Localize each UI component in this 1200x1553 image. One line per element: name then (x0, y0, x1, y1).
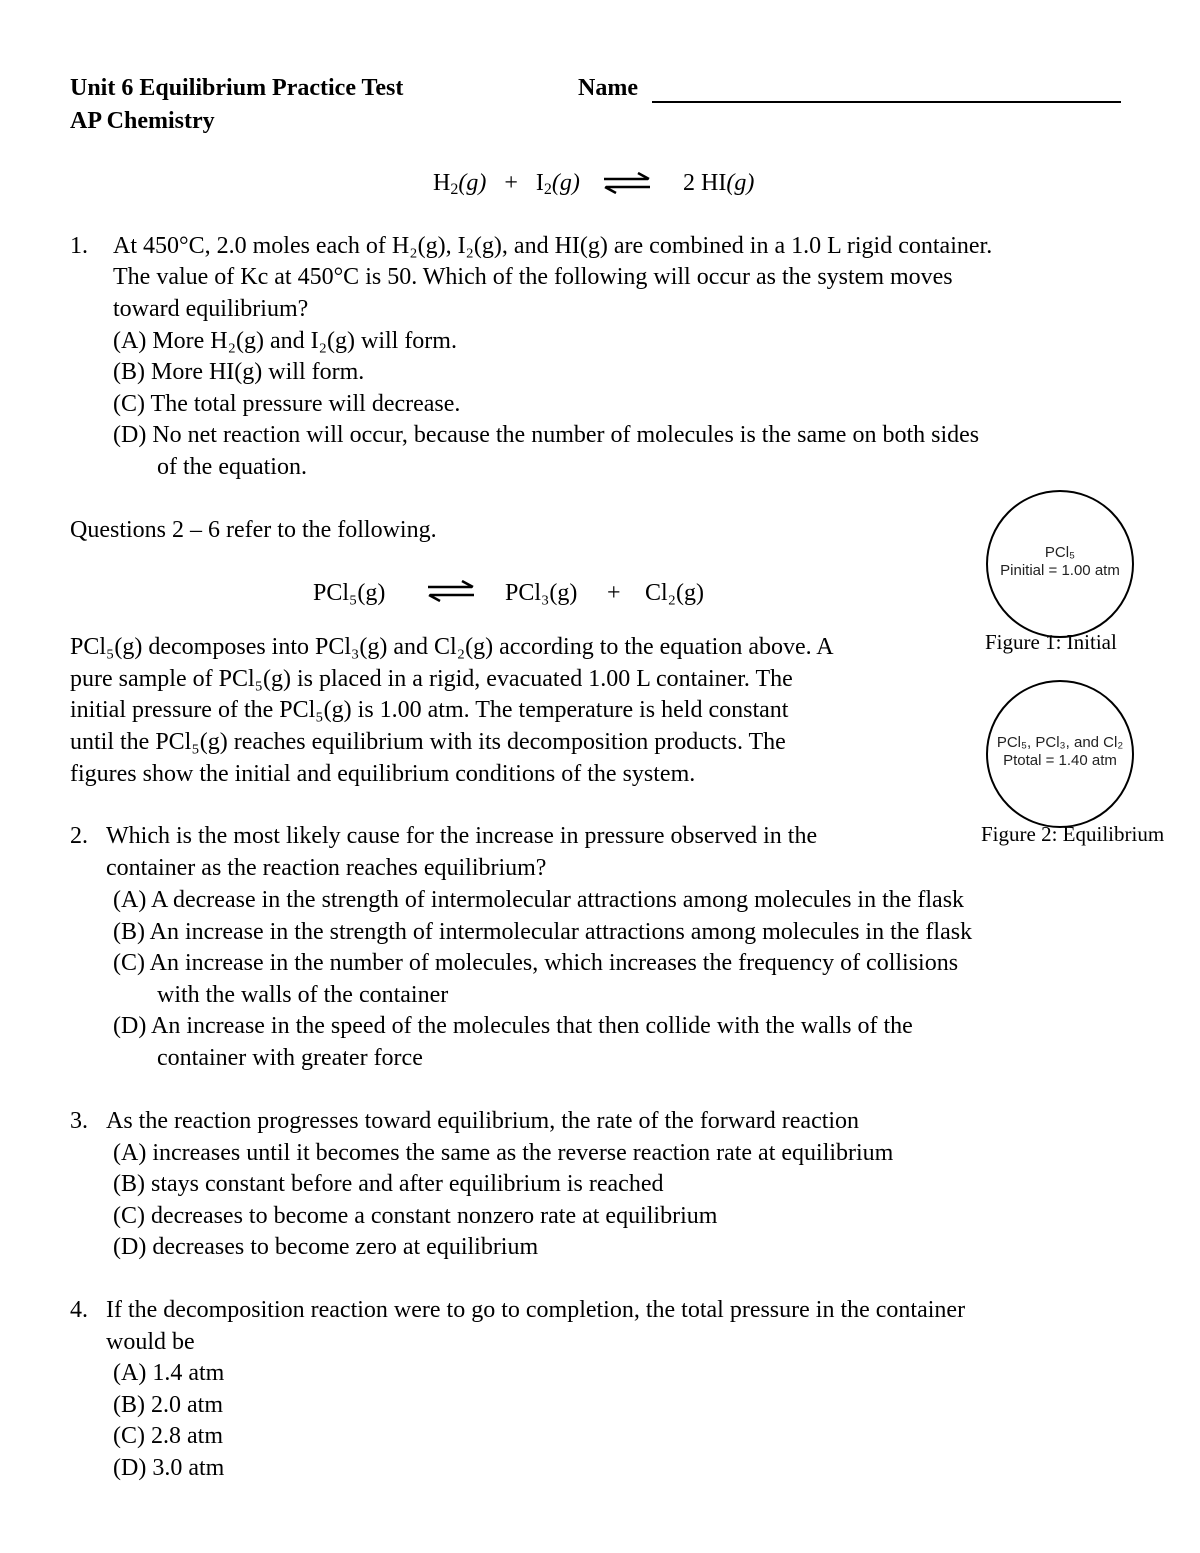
figure-1-caption: Figure 1: Initial (985, 630, 1117, 654)
q1-option-a[interactable]: (A) More H₂(g) and I₂(g) will form. (113, 328, 457, 354)
eq1-i-sub: 2 (543, 181, 552, 198)
equilibrium-arrows-icon (602, 172, 652, 194)
q4-number: 4. (70, 1297, 88, 1323)
q2-option-c[interactable]: (C) An increase in the number of molecules, which increases the frequency of collisions (113, 950, 959, 976)
q2-option-c-cont: with the walls of the container (157, 982, 449, 1008)
eq1-plus: + (504, 170, 518, 196)
q3-option-b[interactable]: (B) stays constant before and after equilibrium is reached (113, 1171, 664, 1197)
q4-option-a[interactable]: (A) 1.4 atm (113, 1360, 225, 1386)
q4-option-c[interactable]: (C) 2.8 atm (113, 1423, 223, 1449)
eq1-i: I (535, 170, 544, 196)
figure-2-label-2: Ptotal = 1.40 atm (1003, 752, 1117, 769)
equation-hi-product (683, 168, 754, 198)
q1-stem-1: At 450°C, 2.0 moles each of H₂(g), I₂(g), and HI(g) are combined in a 1.0 L rigid container. (113, 233, 993, 259)
q4-stem-1: If the decomposition reaction were to go to completion, the total pressure in the container (106, 1297, 966, 1323)
questions-2-6-intro: Questions 2 – 6 refer to the following. (70, 517, 437, 543)
q2-option-d-cont: container with greater force (157, 1045, 423, 1071)
intro-paragraph-1: PCl₅(g) decomposes into PCl₃(g) and Cl₂(g) according to the equation above. A (70, 634, 834, 660)
q1-stem-2: The value of Kc at 450°C is 50. Which of the following will occur as the system moves (113, 264, 953, 290)
equilibrium-arrows-icon (426, 580, 476, 602)
q3-number: 3. (70, 1108, 88, 1134)
q3-stem: As the reaction progresses toward equilibrium, the rate of the forward reaction (106, 1108, 860, 1134)
figure-1-label-2: Pinitial = 1.00 atm (1000, 562, 1120, 579)
q2-option-b[interactable]: (B) An increase in the strength of intermolecular attractions among molecules in the flask (113, 919, 973, 945)
eq2-cl2: Cl₂(g) (645, 580, 705, 606)
test-title: Unit 6 Equilibrium Practice Test (70, 75, 404, 101)
q4-option-d[interactable]: (D) 3.0 atm (113, 1455, 225, 1481)
name-label: Name (578, 75, 638, 101)
intro-paragraph-4: until the PCl₅(g) reaches equilibrium with its decomposition products. The (70, 729, 786, 755)
q2-stem-2: container as the reaction reaches equilibrium? (106, 855, 547, 881)
eq1-h: H (433, 170, 451, 196)
eq2-pcl3: PCl₃(g) (505, 580, 578, 606)
figure-1-label-1: PCl₅ (1044, 544, 1076, 561)
q1-number: 1. (70, 233, 88, 259)
q2-number: 2. (70, 823, 88, 849)
figure-2-caption: Figure 2: Equilibrium (981, 822, 1165, 846)
eq1-i-state: (g) (551, 170, 580, 196)
q3-option-a[interactable]: (A) increases until it becomes the same as the reverse reaction rate at equilibrium (113, 1140, 894, 1166)
eq2-plus: + (607, 580, 621, 606)
q1-stem-3: toward equilibrium? (113, 296, 309, 322)
name-blank-line[interactable] (652, 101, 1121, 103)
q3-option-d[interactable]: (D) decreases to become zero at equilibrium (113, 1234, 539, 1260)
eq1-hi-state: (g) (726, 170, 755, 196)
q1-option-d-cont: of the equation. (157, 454, 307, 480)
q2-option-a[interactable]: (A) A decrease in the strength of intermolecular attractions among molecules in the flask (113, 887, 965, 913)
intro-paragraph-5: figures show the initial and equilibrium conditions of the system. (70, 761, 696, 787)
q1-option-d[interactable]: (D) No net reaction will occur, because the number of molecules is the same on both sides (113, 422, 980, 448)
q4-option-b[interactable]: (B) 2.0 atm (113, 1392, 223, 1418)
intro-paragraph-2: pure sample of PCl₅(g) is placed in a rigid, evacuated 1.00 L container. The (70, 666, 793, 692)
course-title: AP Chemistry (70, 108, 215, 134)
eq1-hi: 2 HI (683, 170, 727, 196)
q4-stem-2: would be (106, 1329, 195, 1355)
figure-2-label-1: PCl₅, PCl₃, and Cl₂ (996, 734, 1124, 751)
q2-stem-1: Which is the most likely cause for the increase in pressure observed in the (106, 823, 818, 849)
q1-option-b[interactable]: (B) More HI(g) will form. (113, 359, 365, 385)
eq1-h-state: (g) (458, 170, 487, 196)
eq2-pcl5: PCl₅(g) (313, 580, 386, 606)
q3-option-c[interactable]: (C) decreases to become a constant nonzero rate at equilibrium (113, 1203, 718, 1229)
intro-paragraph-3: initial pressure of the PCl₅(g) is 1.00 atm. The temperature is held constant (70, 697, 789, 723)
equation-hi (433, 168, 580, 198)
eq1-h-sub: 2 (450, 181, 459, 198)
q2-option-d[interactable]: (D) An increase in the speed of the molecules that then collide with the walls of the (113, 1013, 913, 1039)
q1-option-c[interactable]: (C) The total pressure will decrease. (113, 391, 461, 417)
